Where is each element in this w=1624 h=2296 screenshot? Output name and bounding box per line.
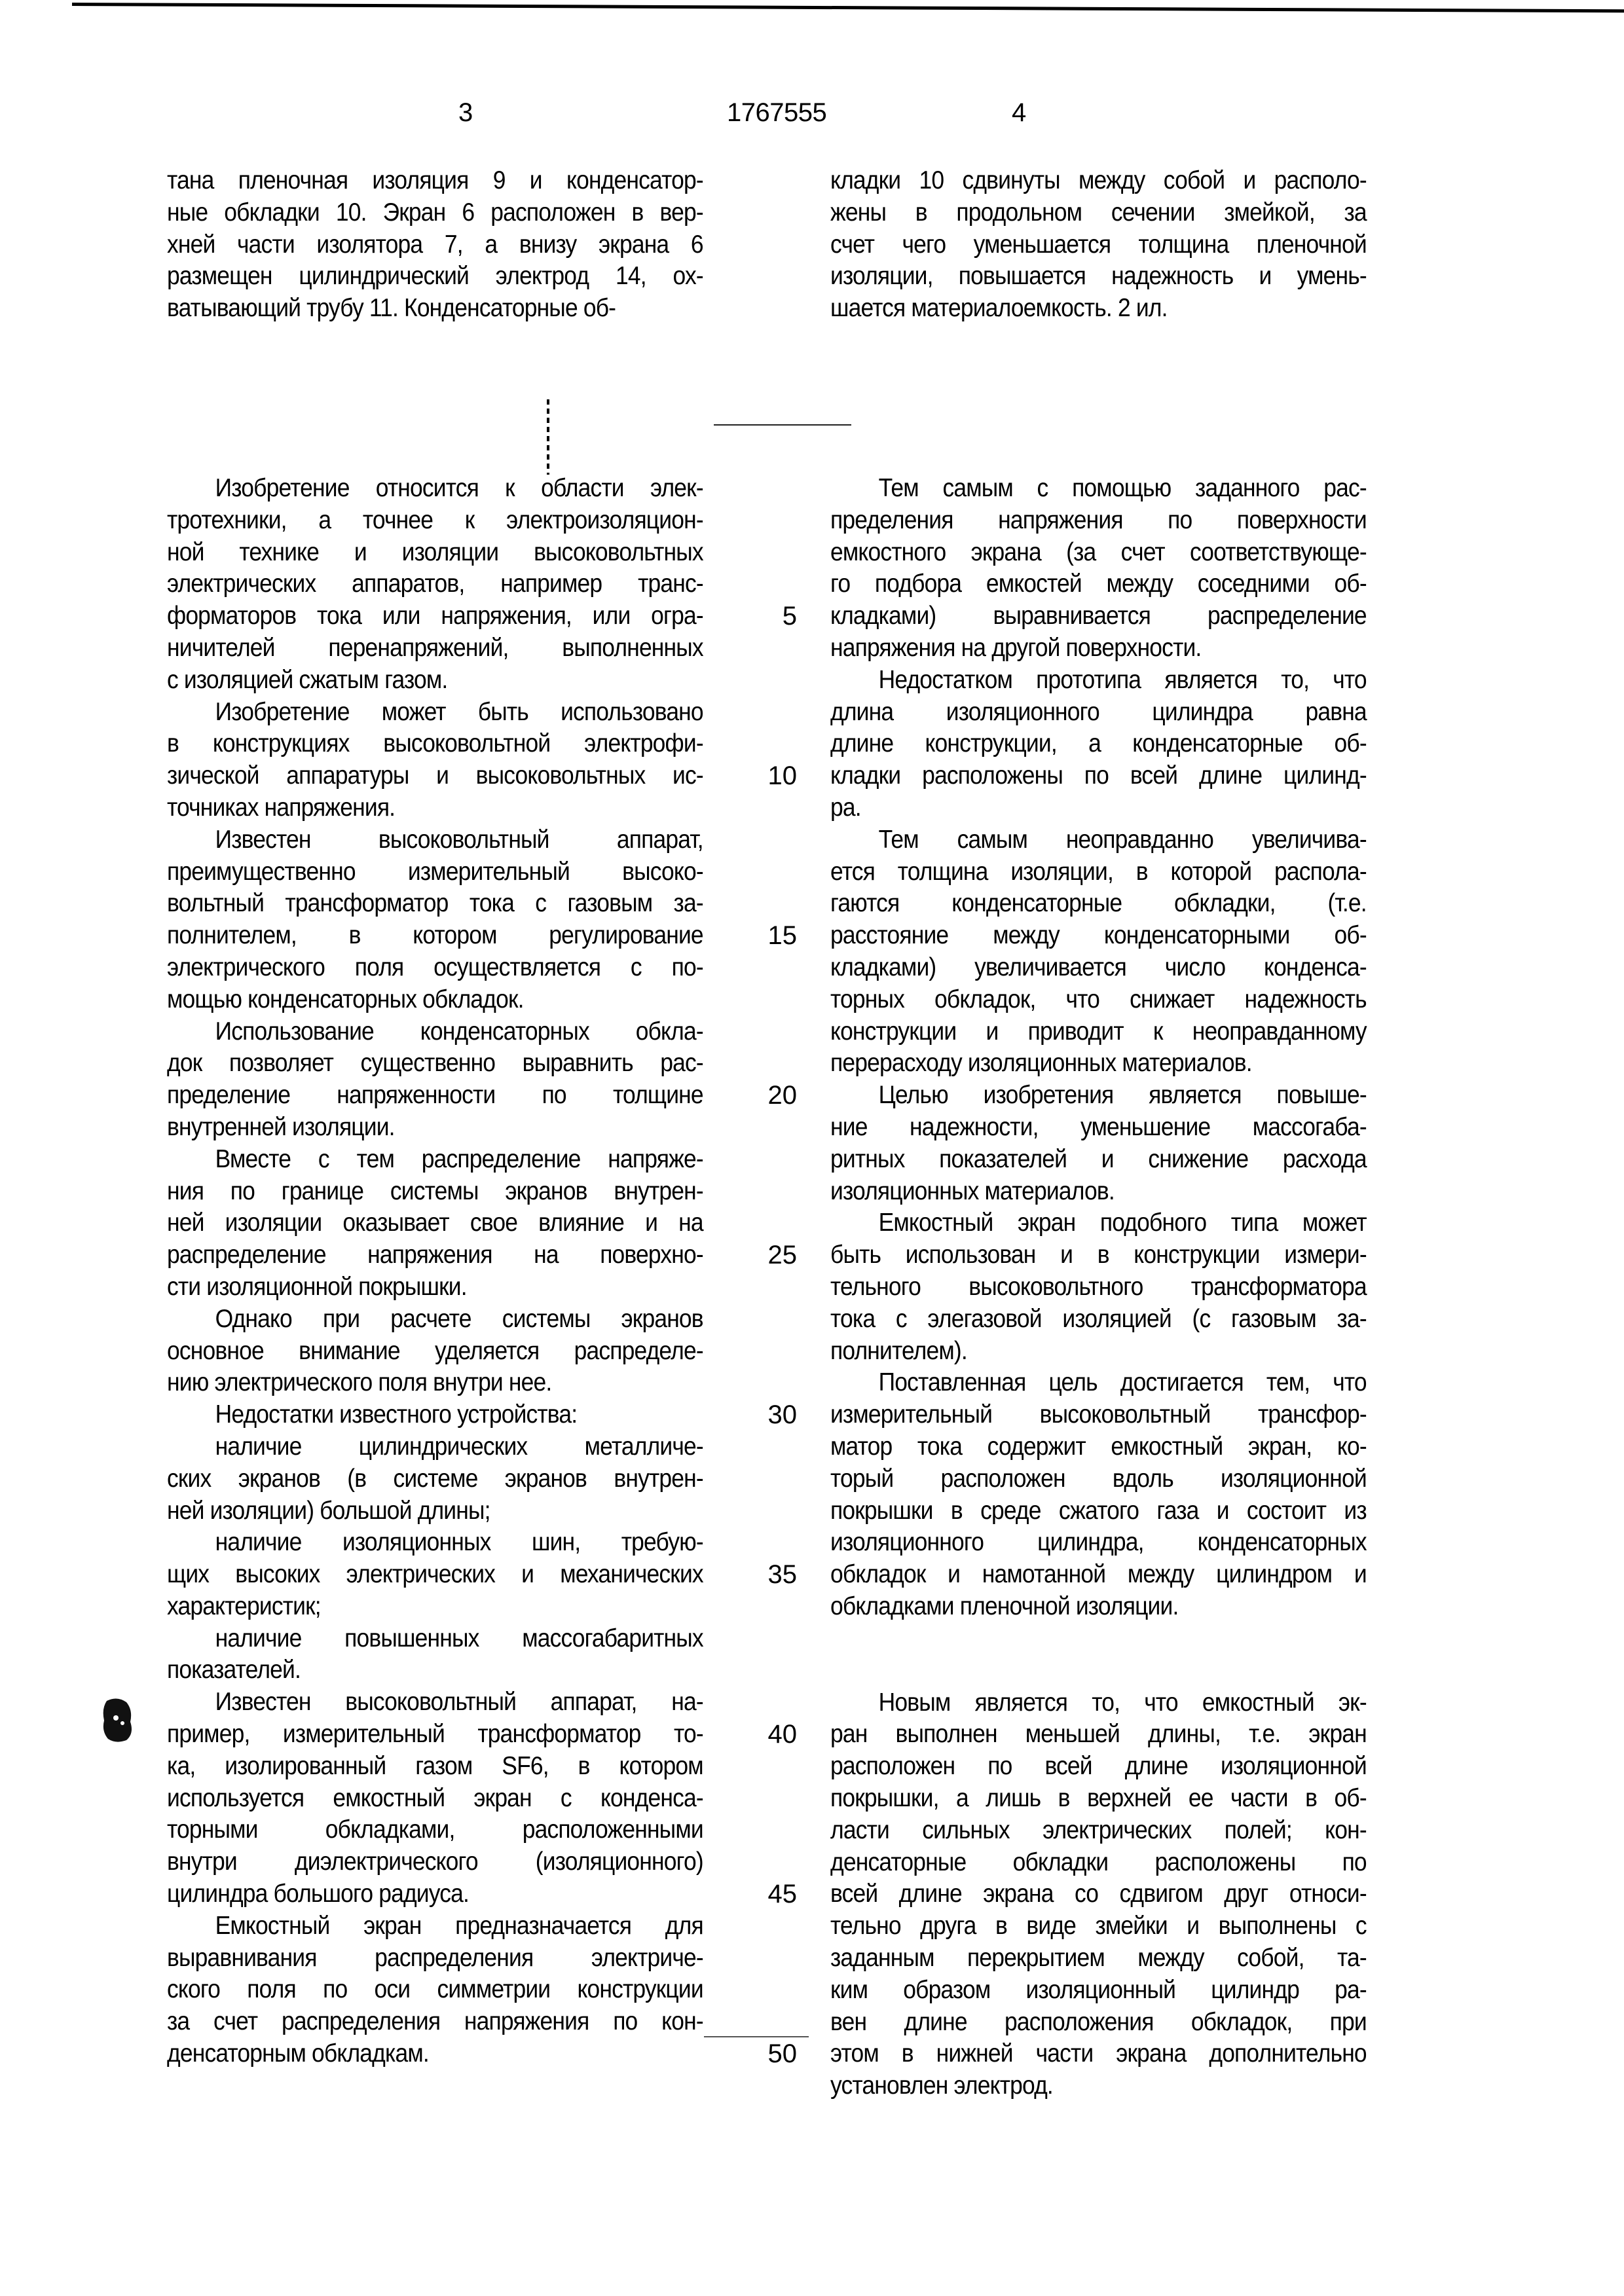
text-line: Тем самым неоправданно увеличива- <box>830 824 1367 856</box>
abstract-left-column <box>167 165 703 325</box>
text-line: установлен электрод. <box>830 2070 1367 2102</box>
text-line: тельно друга в виде змейки и выполнены с <box>830 1910 1367 1942</box>
paragraph <box>167 1623 703 1687</box>
text-line: за счет распределения напряжения по кон- <box>167 2006 703 2038</box>
text-line: вольтный трансформатор тока с газовым за- <box>167 888 703 920</box>
text-line: Недостатки известного устройства: <box>167 1399 703 1431</box>
line-number: 50 <box>764 2039 797 2069</box>
text-line: изоляционных материалов. <box>830 1176 1367 1208</box>
text-line: Известен высоковольтный аппарат, <box>167 824 703 856</box>
text-line: ние надежности, уменьшение массогаба- <box>830 1112 1367 1144</box>
text-line: расположен по всей длине изоляционной <box>830 1751 1367 1783</box>
line-number: 35 <box>764 1560 797 1590</box>
section-separator <box>714 424 851 426</box>
abstract-right-column <box>830 165 1367 325</box>
text-line: Изобретение относится к области элек- <box>167 473 703 505</box>
text-line: длине конструкции, а конденсаторные об- <box>830 728 1367 760</box>
text-line: Новым является то, что емкостный эк- <box>830 1687 1367 1719</box>
paragraph <box>167 1399 703 1431</box>
paragraph <box>167 697 703 824</box>
text-line: кладки расположены по всей длине цилинд- <box>830 760 1367 792</box>
text-line: цилиндра большого радиуса. <box>167 1878 703 1910</box>
text-line: наличие цилиндрических металличе- <box>167 1431 703 1463</box>
paragraph <box>167 1431 703 1527</box>
text-line: распределение напряжения на поверхно- <box>167 1239 703 1271</box>
text-line: Однако при расчете системы экранов <box>167 1303 703 1336</box>
text-line: матор тока содержит емкостный экран, ко- <box>830 1431 1367 1463</box>
body-left-column <box>167 473 703 2070</box>
text-line: го подбора емкостей между соседними об- <box>830 568 1367 600</box>
text-line: изоляционного цилиндра, конденсаторных <box>830 1527 1367 1559</box>
text-line: внутренней изоляции. <box>167 1112 703 1144</box>
text-line: покрышки в среде сжатого газа и состоит из <box>830 1495 1367 1527</box>
text-line: нию электрического поля внутри нее. <box>167 1367 703 1399</box>
text-line: всей длине экрана со сдвигом друг относи- <box>830 1878 1367 1910</box>
paragraph <box>830 1080 1367 1207</box>
text-line: быть использован и в конструкции измери- <box>830 1239 1367 1271</box>
text-line: пример, измерительный трансформатор то- <box>167 1719 703 1751</box>
top-rule <box>72 3 1624 13</box>
text-line: торый расположен вдоль изоляционной <box>830 1463 1367 1495</box>
text-line: ласти сильных электрических полей; кон- <box>830 1815 1367 1847</box>
text-line: выравнивания распределения электриче- <box>167 1942 703 1975</box>
paragraph <box>830 1367 1367 1622</box>
text-line: измерительный высоковольтный трансфор- <box>830 1399 1367 1431</box>
line-number: 15 <box>764 921 797 951</box>
text-line: преимущественно измерительный высоко- <box>167 856 703 888</box>
body-right-column <box>830 473 1367 2102</box>
patent-number: 1767555 <box>727 98 826 128</box>
text-line: гаются конденсаторные обкладки, (т.е. <box>830 888 1367 920</box>
text-line: ватывающий трубу 11. Конденсаторные об- <box>167 293 703 325</box>
text-line: ные обкладки 10. Экран 6 расположен в вер- <box>167 197 703 229</box>
text-line: внутри диэлектрического (изоляционного) <box>167 1846 703 1878</box>
text-line: полнителем, в котором регулирование <box>167 920 703 952</box>
text-line: тельного высоковольтного трансформатора <box>830 1271 1367 1303</box>
text-line: денсаторным обкладкам. <box>167 2038 703 2070</box>
page-number-left: 3 <box>458 98 473 128</box>
scan-noise <box>183 386 524 471</box>
paragraph <box>167 1527 703 1622</box>
text-line: жены в продольном сечении змейкой, за <box>830 197 1367 229</box>
paragraph <box>830 1687 1367 2102</box>
text-line: док позволяет существенно выравнить рас- <box>167 1048 703 1080</box>
paragraph <box>167 824 703 1016</box>
text-line: Емкостный экран предназначается для <box>167 1910 703 1942</box>
paragraph <box>830 665 1367 824</box>
text-line: напряжения на другой поверхности. <box>830 632 1367 665</box>
text-line: тротехники, а точнее к электроизоляцион- <box>167 505 703 537</box>
line-number: 25 <box>764 1241 797 1270</box>
text-line: в конструкциях высоковольтной электрофи- <box>167 728 703 760</box>
text-line: денсаторные обкладки расположены по <box>830 1847 1367 1879</box>
text-line: пределение напряженности по толщине <box>167 1080 703 1112</box>
line-number: 45 <box>764 1880 797 1909</box>
text-line: расстояние между конденсаторными об- <box>830 920 1367 952</box>
text-line: ских экранов (в системе экранов внутрен- <box>167 1463 703 1495</box>
text-line: кладки 10 сдвинуты между собой и располо- <box>830 165 1367 197</box>
text-line: характеристик; <box>167 1591 703 1623</box>
page-number-right: 4 <box>1012 98 1026 128</box>
line-number: 40 <box>764 1720 797 1749</box>
text-line: ка, изолированный газом SF6, в котором <box>167 1751 703 1783</box>
text-line: шается материалоемкость. 2 ил. <box>830 293 1367 325</box>
paragraph <box>167 1016 703 1144</box>
text-line: используется емкостный экран с конденса- <box>167 1783 703 1815</box>
text-line: ной технике и изоляции высоковольтных <box>167 537 703 569</box>
line-number: 10 <box>764 761 797 791</box>
text-line: покрышки, а лишь в верхней ее части в об- <box>830 1783 1367 1815</box>
text-line: Известен высоковольтный аппарат, на- <box>167 1686 703 1719</box>
text-line: Целью изобретения является повыше- <box>830 1080 1367 1112</box>
text-line: щих высоких электрических и механических <box>167 1559 703 1591</box>
text-line: ется толщина изоляции, в которой распола- <box>830 856 1367 888</box>
paragraph <box>830 1207 1367 1367</box>
text-line: ней изоляции оказывает свое влияние и на <box>167 1207 703 1239</box>
text-line: сти изоляционной покрышки. <box>167 1271 703 1303</box>
text-line: тока с элегазовой изоляцией (с газовым за- <box>830 1303 1367 1336</box>
text-line: наличие повышенных массогабаритных <box>167 1623 703 1655</box>
text-line: хней части изолятора 7, а внизу экрана 6 <box>167 229 703 261</box>
text-line: с изоляцией сжатым газом. <box>167 665 703 697</box>
text-line: электрических аппаратов, например транс- <box>167 568 703 600</box>
text-line: заданным перекрытием между собой, та- <box>830 1942 1367 1975</box>
paragraph <box>167 1910 703 2070</box>
scan-ink-blot <box>100 1697 134 1743</box>
text-line: кладками) выравнивается распределение <box>830 600 1367 632</box>
text-line: конструкции и приводит к неоправданному <box>830 1016 1367 1048</box>
text-line: ней изоляции) большой длины; <box>167 1495 703 1527</box>
text-line: основное внимание уделяется распределе- <box>167 1336 703 1368</box>
text-line: торных обкладок, что снижает надежность <box>830 984 1367 1016</box>
text-line: точниках напряжения. <box>167 792 703 824</box>
text-line: зической аппаратуры и высоковольтных ис- <box>167 760 703 792</box>
text-line: пределения напряжения по поверхности <box>830 505 1367 537</box>
text-line: электрического поля осуществляется с по- <box>167 952 703 984</box>
text-line: изоляции, повышается надежность и умень- <box>830 261 1367 293</box>
text-line: ра. <box>830 792 1367 824</box>
text-line: ничителей перенапряжений, выполненных <box>167 632 703 665</box>
text-line: вен длине расположения обкладок, при <box>830 2007 1367 2039</box>
text-line: этом в нижней части экрана дополнительно <box>830 2038 1367 2070</box>
text-line: тана пленочная изоляция 9 и конденсатор- <box>167 165 703 197</box>
text-line: обкладками пленочной изоляции. <box>830 1591 1367 1623</box>
text-line: перерасходу изоляционных материалов. <box>830 1048 1367 1080</box>
text-line: форматоров тока или напряжения, или огра- <box>167 600 703 632</box>
text-line: Тем самым с помощью заданного рас- <box>830 473 1367 505</box>
line-number: 5 <box>764 602 797 631</box>
text-line: счет чего уменьшается толщина пленочной <box>830 229 1367 261</box>
paragraph <box>167 473 703 697</box>
text-line: емкостного экрана (за счет соответствующе- <box>830 537 1367 569</box>
text-line: торными обкладками, расположенными <box>167 1814 703 1846</box>
text-line: размещен цилиндрический электрод 14, ох- <box>167 261 703 293</box>
paragraph <box>167 1144 703 1303</box>
paragraph <box>167 1303 703 1399</box>
text-line: Изобретение может быть использовано <box>167 697 703 729</box>
line-number: 30 <box>764 1400 797 1430</box>
text-line: мощью конденсаторных обкладок. <box>167 984 703 1016</box>
text-line: длина изоляционного цилиндра равна <box>830 697 1367 729</box>
paragraph <box>830 473 1367 665</box>
paragraph <box>830 824 1367 1080</box>
text-line: Вместе с тем распределение напряже- <box>167 1144 703 1176</box>
text-line: ского поля по оси симметрии конструкции <box>167 1974 703 2006</box>
text-line: кладками) увеличивается число конденса- <box>830 952 1367 984</box>
text-line: Использование конденсаторных обкла- <box>167 1016 703 1048</box>
text-line: ран выполнен меньшей длины, т.е. экран <box>830 1719 1367 1751</box>
text-line: Недостатком прототипа является то, что <box>830 665 1367 697</box>
line-number: 20 <box>764 1081 797 1110</box>
text-line: Емкостный экран подобного типа может <box>830 1207 1367 1239</box>
end-separator <box>704 2036 809 2037</box>
text-line: ритных показателей и снижение расхода <box>830 1144 1367 1176</box>
scan-margin-mark <box>547 399 549 475</box>
paragraph <box>167 1686 703 1910</box>
text-line: наличие изоляционных шин, требую- <box>167 1527 703 1559</box>
text-line: Поставленная цель достигается тем, что <box>830 1367 1367 1399</box>
text-line: показателей. <box>167 1654 703 1686</box>
text-line: полнителем). <box>830 1336 1367 1368</box>
text-line: ким образом изоляционный цилиндр ра- <box>830 1975 1367 2007</box>
text-line: обкладок и намотанной между цилиндром и <box>830 1559 1367 1591</box>
text-line: ния по границе системы экранов внутрен- <box>167 1176 703 1208</box>
